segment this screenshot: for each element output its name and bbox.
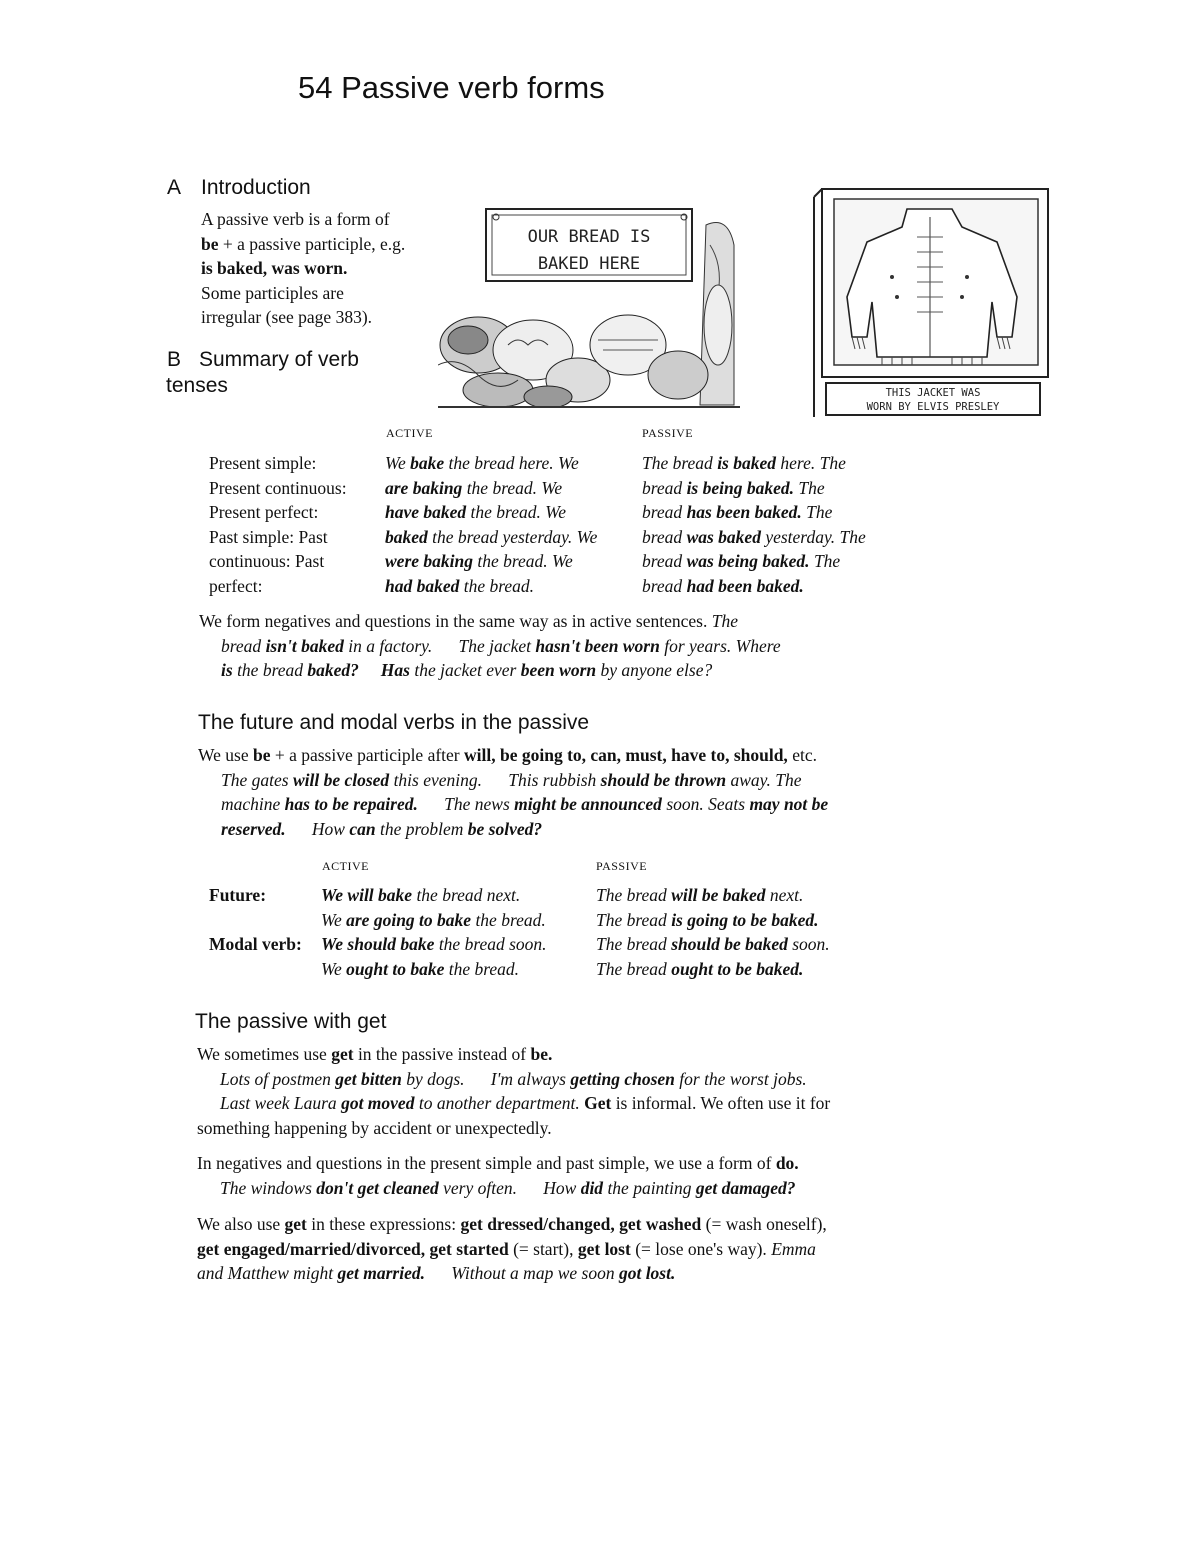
get-paragraph-2: In negatives and questions in the present simple and past simple, we use a form of do. The windows don't get cleaned very often. How did the painting get damaged? xyxy=(197,1153,799,1198)
intro-line-3: is baked, was worn. xyxy=(201,258,348,278)
future-paragraph: We use be + a passive participle after will, be going to, can, must, have to, should, etc. The gates will be closed this evening. This rubbish should be thrown away. The machine has to be repaired. The news might be announced soon. Seats may not be reserved. How can the problem be solved? xyxy=(198,745,829,839)
passive-example: bread had been baked. xyxy=(642,575,804,596)
future-active-examples: We will bake the bread next. We are going to bake the bread. We should bake the bread soon. We ought to bake the bread. xyxy=(321,885,547,979)
section-a-heading: Introduction xyxy=(201,176,311,199)
tense-label: Present simple: xyxy=(209,453,317,473)
future-active-header: ACTIVE xyxy=(322,859,369,873)
tenses-passive-header: PASSIVE xyxy=(642,426,694,440)
passive-example: The bread is baked here. The xyxy=(642,453,846,473)
bread-sign-line-2: BAKED HERE xyxy=(537,254,641,274)
page-title: 54 Passive verb forms xyxy=(298,70,605,105)
active-example: have baked the bread. We xyxy=(385,502,566,522)
section-b-heading: Summary of verb xyxy=(199,348,359,371)
active-example: were baking the bread. We xyxy=(385,551,573,571)
modal-label: Modal verb: xyxy=(209,934,302,954)
jacket-caption-line-1: THIS JACKET WAS xyxy=(885,387,981,399)
tense-label: Past simple: Past xyxy=(209,526,328,547)
passive-example: bread was baked yesterday. The xyxy=(642,526,866,547)
tense-label: continuous: Past xyxy=(209,551,325,571)
section-b-letter: B xyxy=(167,348,182,371)
future-heading: The future and modal verbs in the passive xyxy=(198,711,590,734)
negatives-text: We form negatives and questions in the same way as in active sentences. xyxy=(199,611,708,631)
get-paragraph-3: We also use get in these expressions: get dressed/changed, get washed (= wash oneself), get engaged/married/divorced, get started (= start), get lost (= lose one's way). Emma and Matthew might get married. Without a map we soon got lost. xyxy=(197,1214,827,1283)
jacket-illustration xyxy=(812,187,1050,419)
active-example: had baked the bread. xyxy=(385,575,535,596)
tense-label: perfect: xyxy=(209,575,263,596)
negatives-paragraph: We form negatives and questions in the same way as in active sentences. The bread isn't baked in a factory. The jacket hasn't been worn for years. Where is the bread baked? Has the jacket ever been worn by anyone else? xyxy=(199,611,781,680)
tense-labels xyxy=(209,451,347,598)
active-example: We bake the bread here. We xyxy=(385,453,579,473)
get-paragraph-1: We sometimes use get in the passive instead of be. Lots of postmen get bitten by dogs. I'm always getting chosen for the worst jobs. Last week Laura got moved to another department. Get is informal. We often use it for something happening by accident or unexpectedly. xyxy=(197,1044,831,1138)
section-a-letter: A xyxy=(167,176,182,199)
tenses-active-header: ACTIVE xyxy=(386,426,433,440)
active-example: baked the bread yesterday. We xyxy=(385,526,598,547)
section-b-heading-2: tenses xyxy=(166,374,228,397)
future-label: Future: xyxy=(209,885,267,905)
intro-text xyxy=(201,207,441,330)
passive-examples xyxy=(642,451,866,598)
intro-line-4: Some participles are xyxy=(201,282,344,303)
tense-label: Present perfect: xyxy=(209,502,319,522)
passive-example: bread was being baked. The xyxy=(642,551,841,571)
passive-example: bread is being baked. The xyxy=(642,477,825,498)
intro-line-2: be + a passive participle, e.g. xyxy=(201,233,406,254)
active-examples xyxy=(385,451,597,598)
active-example: are baking the bread. We xyxy=(385,477,563,498)
future-passive-examples: The bread will be baked next. The bread is going to be baked. The bread should be baked soon. The bread ought to be baked. xyxy=(596,885,830,979)
passive-example: bread has been baked. The xyxy=(642,502,833,522)
bread-sign-line-1: OUR BREAD IS xyxy=(527,227,651,247)
bread-illustration xyxy=(438,205,740,408)
intro-line-1: A passive verb is a form of xyxy=(201,209,390,229)
future-passive-header: PASSIVE xyxy=(596,859,648,873)
tense-label: Present continuous: xyxy=(209,477,347,498)
intro-line-5: irregular (see page 383). xyxy=(201,307,373,327)
get-heading: The passive with get xyxy=(195,1010,387,1033)
jacket-caption-line-2: WORN BY ELVIS PRESLEY xyxy=(866,401,1000,413)
